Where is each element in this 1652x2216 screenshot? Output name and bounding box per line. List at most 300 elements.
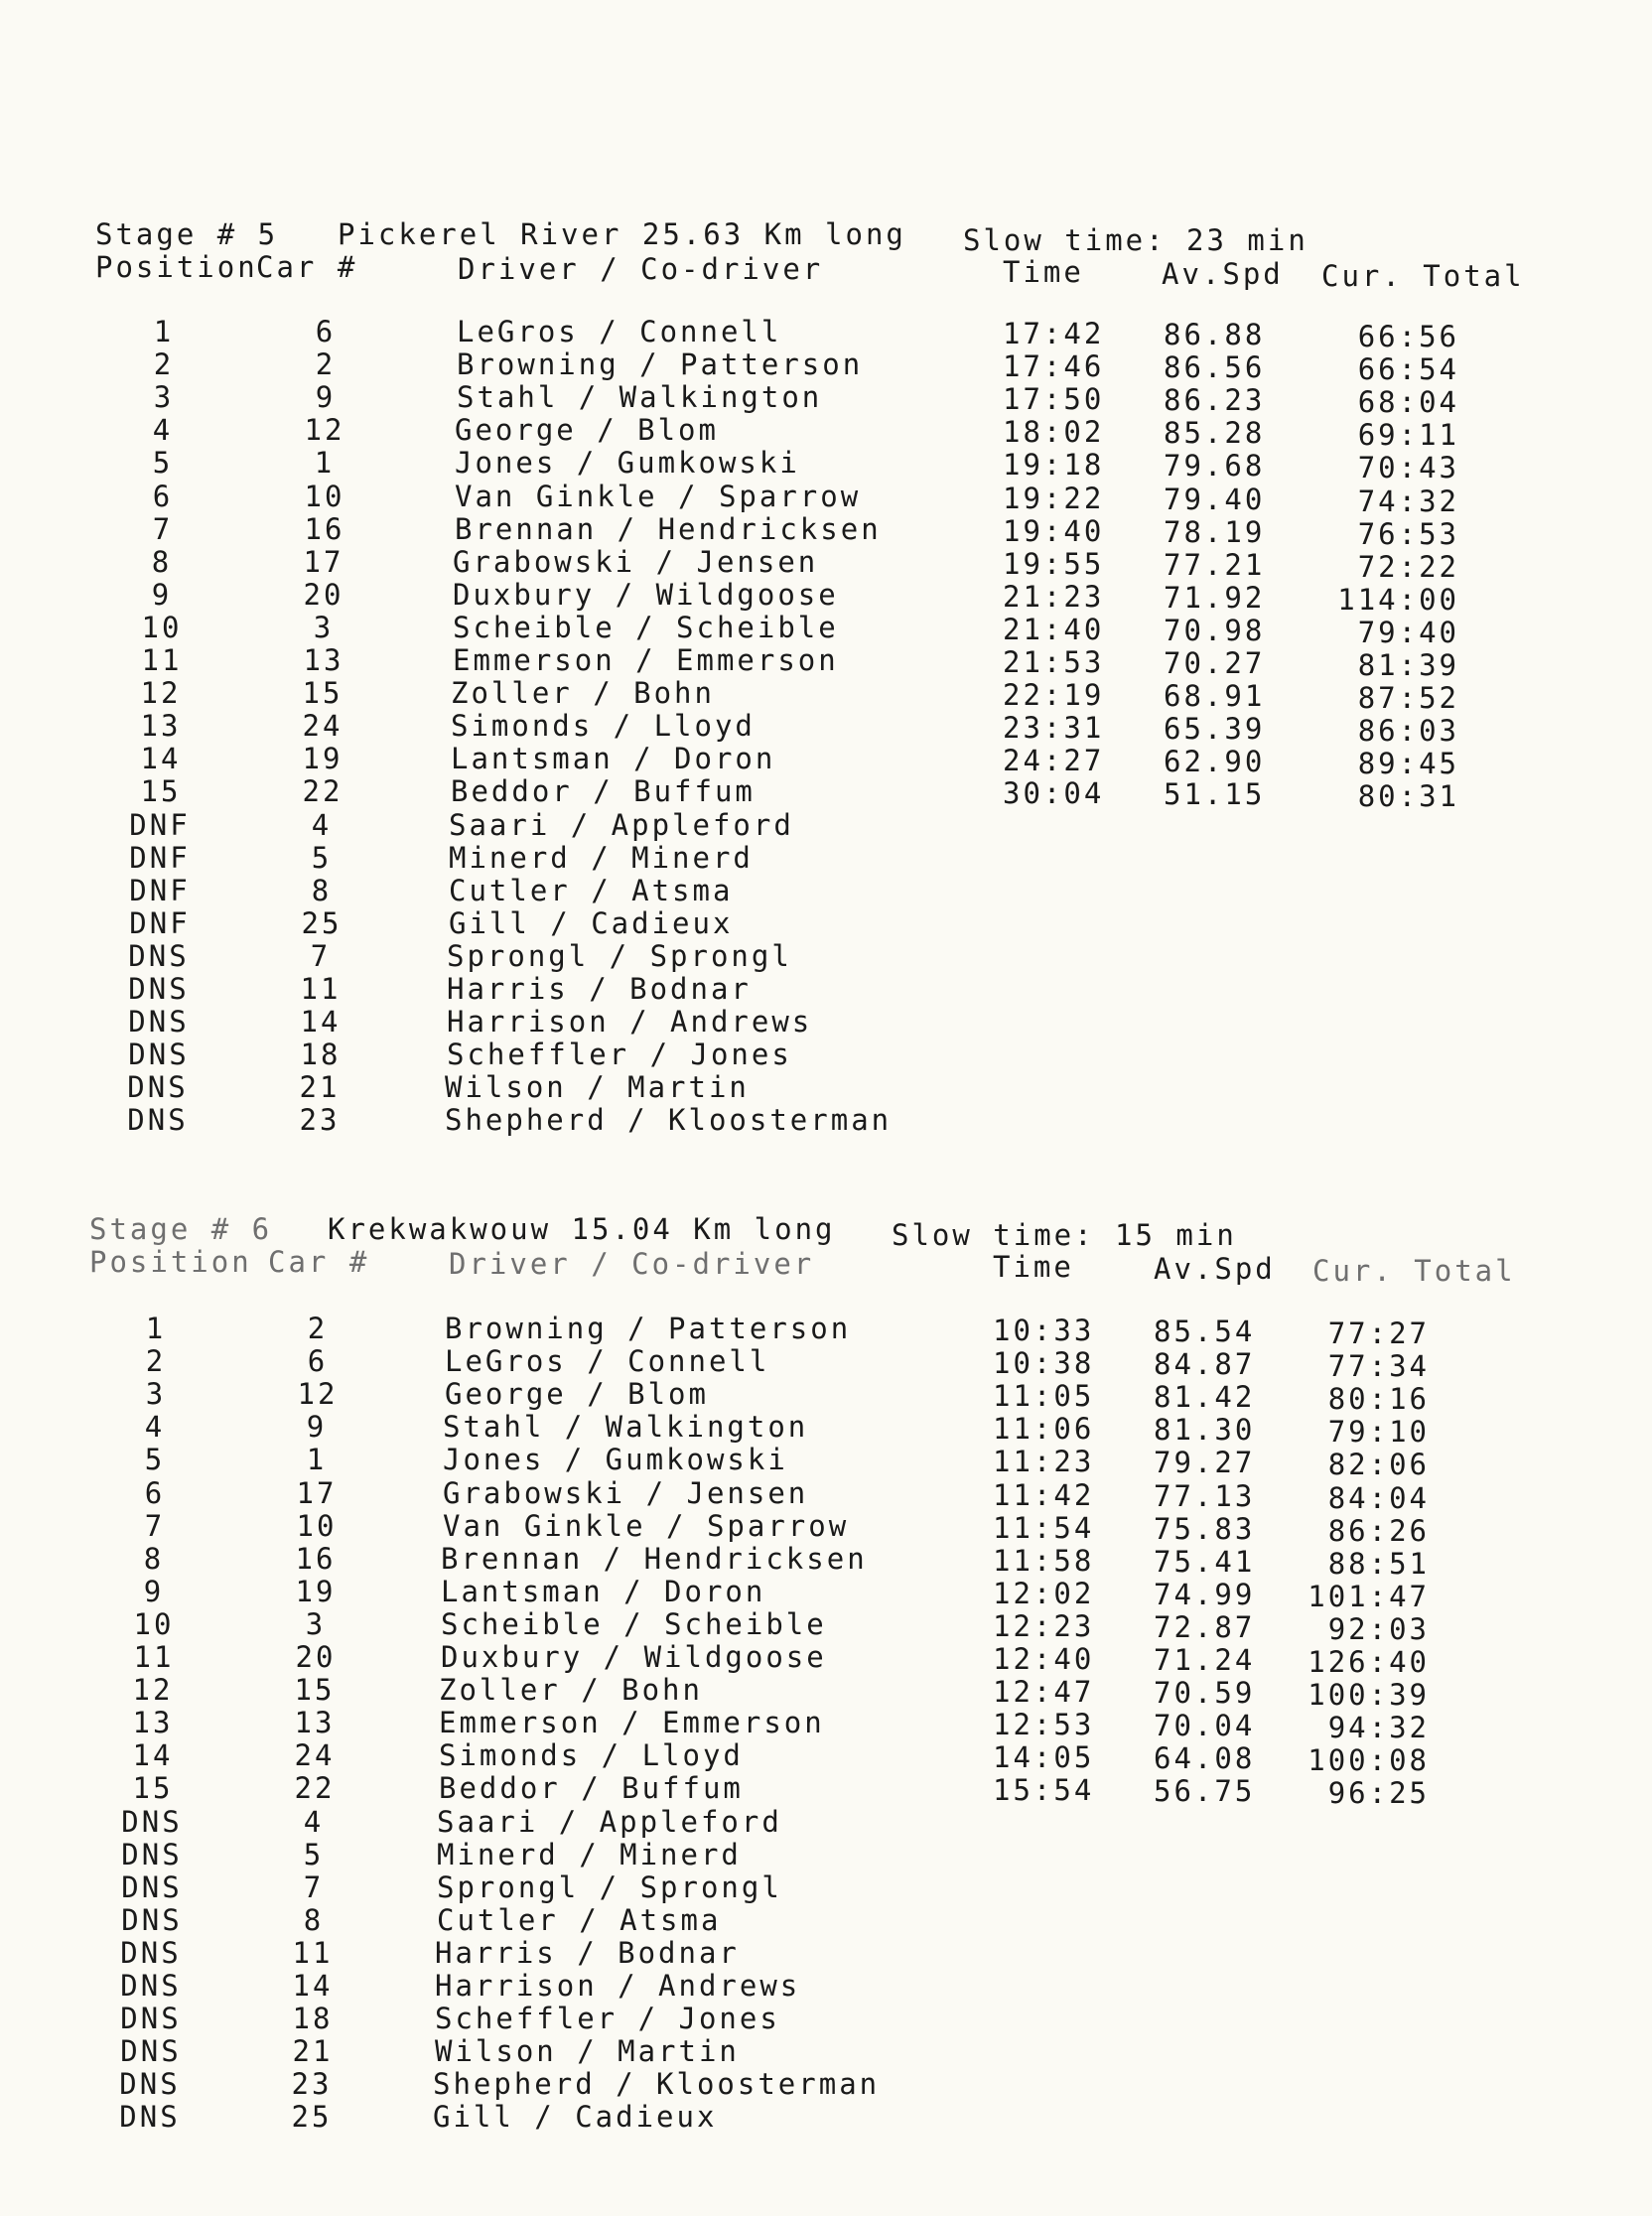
car-number-cell: 12 [297,1377,339,1412]
stage-time-cell: 19:22 [1003,481,1105,515]
position-cell: 12 [132,1673,174,1708]
table-row [0,1937,1652,1970]
car-number-cell: 5 [303,1837,325,1871]
position-cell: 4 [144,1410,166,1445]
driver-cell: Jones / Gumkowski [455,446,800,481]
car-number-cell: 7 [310,938,332,973]
car-number-cell: 10 [304,479,345,513]
table-row [0,315,1652,353]
car-number-cell: 9 [306,1410,328,1445]
average-speed-cell: 71.24 [1154,1643,1256,1677]
position-cell: 15 [140,774,182,809]
table-row [0,2003,1652,2035]
position-cell: 11 [141,643,183,677]
stage-time-cell: 23:31 [1003,711,1105,746]
average-speed-cell: 74.99 [1154,1577,1256,1611]
current-total-cell: 114:00 [1337,582,1459,617]
position-cell: 15 [132,1771,174,1806]
position-cell: DNS [120,2034,182,2069]
position-cell: 8 [143,1541,165,1576]
car-number-cell: 22 [302,774,344,809]
car-number-cell: 17 [303,544,344,579]
car-number-cell: 8 [311,873,333,907]
driver-cell: Cutler / Atsma [449,873,734,907]
driver-cell: Lantsman / Doron [451,742,776,776]
average-speed-cell: 77.13 [1154,1478,1256,1513]
current-total-cell: 79:40 [1357,615,1459,649]
current-total-cell: 100:39 [1308,1678,1430,1713]
stage-time-cell: 11:05 [993,1379,1095,1414]
driver-cell: Browning / Patterson [457,347,864,382]
stage-time-cell: 14:05 [993,1740,1095,1775]
current-total-cell: 66:54 [1357,352,1459,387]
position-cell: 2 [145,1344,167,1379]
table-row [0,1006,1652,1039]
car-number-cell: 11 [300,972,342,1006]
average-speed-cell: 79.27 [1154,1446,1256,1480]
table-row [0,610,1652,649]
table-row [0,577,1652,617]
position-cell: DNF [129,807,191,842]
car-number-cell: 21 [299,1070,341,1105]
driver-cell: Gill / Cadieux [449,905,734,940]
average-speed-cell: 70.27 [1164,646,1266,680]
car-number-cell: 14 [300,1005,342,1039]
stage-time-cell: 11:06 [993,1412,1095,1447]
table-row [0,1871,1652,1904]
driver-cell: Saari / Appleford [449,807,794,842]
current-total-cell: 74:32 [1357,484,1459,518]
position-cell: 14 [132,1738,174,1773]
table-row [0,1640,1652,1679]
current-total-cell: 86:03 [1357,714,1459,749]
header-car: Car # [268,1245,370,1279]
stage-time-cell: 11:54 [993,1510,1095,1545]
car-number-cell: 7 [303,1870,325,1904]
driver-cell: Emmerson / Emmerson [439,1706,825,1740]
table-row [0,1377,1652,1417]
position-cell: 9 [151,577,173,612]
car-number-cell: 24 [294,1738,336,1773]
average-speed-cell: 79.40 [1164,482,1266,516]
table-row [0,1806,1652,1839]
car-number-cell: 17 [296,1475,338,1510]
driver-cell: Scheible / Scheible [441,1606,827,1641]
position-cell: 3 [153,380,175,415]
car-number-cell: 6 [307,1344,329,1379]
position-cell: 8 [151,544,173,579]
average-speed-cell: 72.87 [1154,1609,1256,1644]
table-row [0,875,1652,907]
car-number-cell: 2 [307,1312,329,1345]
position-cell: 6 [144,1475,166,1510]
driver-cell: Scheffler / Jones [435,2002,780,2036]
table-row [0,742,1652,781]
driver-cell: Van Ginkle / Sparrow [455,479,862,513]
position-cell: DNS [128,938,190,973]
stage-time-cell: 17:46 [1003,349,1105,384]
current-total-cell: 87:52 [1357,681,1459,716]
header-position: Position [95,250,258,284]
car-number-cell: 15 [302,676,344,711]
driver-cell: Brennan / Hendricksen [441,1541,868,1576]
position-cell: 1 [145,1312,167,1345]
current-total-cell: 70:43 [1357,451,1459,485]
table-row [0,1071,1652,1104]
car-number-cell: 12 [304,413,345,448]
stage-time-cell: 15:54 [993,1773,1095,1808]
driver-cell: Harris / Bodnar [435,1935,740,1970]
car-number-cell: 13 [294,1706,336,1740]
table-row [0,1541,1652,1581]
stage-time-cell: 12:47 [993,1675,1095,1710]
table-row [0,347,1652,387]
driver-cell: Emmerson / Emmerson [453,643,839,677]
header-time: Time [993,1250,1074,1284]
car-number-cell: 19 [295,1574,337,1608]
car-number-cell: 3 [313,610,335,644]
slow-time: Slow time: 15 min [892,1218,1237,1252]
average-speed-cell: 51.15 [1164,777,1266,812]
current-total-cell: 126:40 [1308,1645,1430,1679]
stage-time-cell: 11:42 [993,1477,1095,1512]
position-cell: 13 [132,1706,174,1740]
driver-cell: Simonds / Lloyd [451,709,756,744]
table-row [0,380,1652,420]
position-cell: DNF [129,905,191,940]
stage-time-cell: 19:40 [1003,513,1105,548]
average-speed-cell: 85.54 [1154,1315,1256,1348]
position-cell: 9 [143,1574,165,1608]
average-speed-cell: 85.28 [1164,416,1266,451]
table-row [0,446,1652,485]
driver-cell: Stahl / Walkington [443,1410,809,1445]
driver-cell: Sprongl / Sprongl [447,938,792,973]
average-speed-cell: 84.87 [1154,1347,1256,1382]
table-row [0,544,1652,584]
table-row [0,809,1652,842]
car-number-cell: 2 [315,347,337,382]
position-cell: 3 [145,1377,167,1412]
driver-cell: Duxbury / Wildgoose [441,1640,827,1674]
car-number-cell: 5 [311,840,333,875]
header-driver: Driver / Co-driver [449,1247,815,1281]
table-row [0,1312,1652,1350]
slow-time: Slow time: 23 min [963,223,1308,257]
table-row [0,1039,1652,1071]
driver-cell: Shepherd / Kloosterman [433,2067,881,2102]
average-speed-cell: 86.56 [1164,350,1266,385]
stage-time-cell: 21:40 [1003,612,1105,646]
driver-cell: Wilson / Martin [435,2034,740,2069]
driver-cell: Minerd / Minerd [437,1837,742,1871]
table-row [0,1410,1652,1450]
position-cell: 10 [133,1606,175,1641]
table-row [0,1475,1652,1515]
driver-cell: Scheffler / Jones [447,1038,792,1072]
table-row [0,1738,1652,1778]
position-cell: DNS [120,1969,182,2003]
driver-cell: Beddor / Buffum [439,1771,744,1806]
table-row [0,479,1652,518]
table-row [0,774,1652,814]
table-row [0,973,1652,1006]
table-row [0,1606,1652,1646]
current-total-cell: 66:56 [1357,320,1459,353]
table-row [0,511,1652,551]
average-speed-cell: 75.83 [1154,1511,1256,1546]
position-cell: 14 [140,742,182,776]
car-number-cell: 22 [294,1771,336,1806]
driver-cell: Brennan / Hendricksen [455,511,882,546]
average-speed-cell: 71.92 [1164,580,1266,615]
car-number-cell: 24 [302,709,344,744]
table-row [0,1443,1652,1482]
position-cell: DNS [128,1005,190,1039]
position-cell: 2 [153,347,175,382]
driver-cell: Saari / Appleford [437,1804,782,1839]
average-speed-cell: 68.91 [1164,679,1266,714]
driver-cell: Cutler / Atsma [437,1902,722,1937]
stage-time-cell: 11:58 [993,1543,1095,1578]
average-speed-cell: 64.08 [1154,1741,1256,1776]
current-total-cell: 100:08 [1308,1743,1430,1778]
current-total-cell: 80:16 [1327,1382,1430,1417]
header-avspd: Av.Spd [1154,1252,1276,1286]
average-speed-cell: 86.88 [1164,318,1266,351]
stage-time-cell: 30:04 [1003,776,1105,811]
stage-time-cell: 21:53 [1003,645,1105,679]
position-cell: DNS [121,1870,183,1904]
driver-cell: Sprongl / Sprongl [437,1870,782,1904]
driver-cell: Harrison / Andrews [447,1005,813,1039]
table-row [0,1508,1652,1548]
average-speed-cell: 79.68 [1164,449,1266,484]
position-cell: DNS [120,2002,182,2036]
driver-cell: Shepherd / Kloosterman [445,1103,893,1138]
car-number-cell: 25 [301,905,343,940]
car-number-cell: 10 [296,1508,338,1543]
driver-cell: Van Ginkle / Sparrow [443,1508,850,1543]
car-number-cell: 13 [303,643,344,677]
car-number-cell: 4 [311,807,333,842]
driver-cell: Zoller / Bohn [451,676,715,711]
position-cell: DNS [121,1804,183,1839]
table-row [0,643,1652,682]
header-position: Position [89,1245,252,1279]
driver-cell: Grabowski / Jensen [453,544,819,579]
position-cell: DNS [121,1837,183,1871]
stage-location: Krekwakwouw 15.04 Km long [328,1212,836,1246]
average-speed-cell: 81.42 [1154,1380,1256,1415]
average-speed-cell: 70.98 [1164,613,1266,647]
position-cell: 6 [152,479,174,513]
driver-cell: Simonds / Lloyd [439,1738,744,1773]
current-total-cell: 79:10 [1327,1415,1430,1450]
driver-cell: Grabowski / Jensen [443,1475,809,1510]
position-cell: DNF [129,873,191,907]
table-row [0,1673,1652,1713]
stage-time-cell: 10:38 [993,1346,1095,1381]
driver-cell: Wilson / Martin [445,1070,750,1105]
table-row [0,2035,1652,2068]
stage-time-cell: 12:02 [993,1576,1095,1610]
table-row [0,1574,1652,1613]
driver-cell: LeGros / Connell [445,1344,770,1379]
header-total: Cur. Total [1312,1254,1516,1288]
current-total-cell: 88:51 [1327,1546,1430,1581]
driver-cell: Scheible / Scheible [453,610,839,644]
average-speed-cell: 77.21 [1164,547,1266,582]
average-speed-cell: 65.39 [1164,712,1266,747]
table-row [0,1104,1652,1137]
position-cell: DNS [128,1038,190,1072]
current-total-cell: 89:45 [1357,747,1459,781]
table-row [0,1904,1652,1937]
driver-cell: Minerd / Minerd [449,840,754,875]
current-total-cell: 80:31 [1357,779,1459,814]
car-number-cell: 8 [303,1902,325,1937]
current-total-cell: 96:25 [1327,1776,1430,1811]
current-total-cell: 72:22 [1357,549,1459,584]
car-number-cell: 18 [300,1038,342,1072]
average-speed-cell: 78.19 [1164,514,1266,549]
stage-time-cell: 17:50 [1003,382,1105,417]
current-total-cell: 101:47 [1308,1579,1430,1613]
stage-time-cell: 21:23 [1003,579,1105,614]
table-row [0,1771,1652,1811]
car-number-cell: 11 [292,1935,334,1970]
car-number-cell: 21 [292,2034,334,2069]
stage-time-cell: 24:27 [1003,744,1105,778]
position-cell: 4 [152,413,174,448]
current-total-cell: 77:34 [1327,1349,1430,1384]
stage-time-cell: 12:40 [993,1642,1095,1676]
stage-location: Pickerel River 25.63 Km long [338,217,906,251]
position-cell: 5 [144,1443,166,1477]
table-row [0,842,1652,875]
average-speed-cell: 62.90 [1164,745,1266,779]
driver-cell: Lantsman / Doron [441,1574,766,1608]
position-cell: DNS [127,1103,189,1138]
position-cell: 5 [152,446,174,481]
car-number-cell: 1 [306,1443,328,1477]
driver-cell: Beddor / Buffum [451,774,756,809]
position-cell: 1 [153,315,175,348]
position-cell: 11 [133,1640,175,1674]
average-speed-cell: 70.59 [1154,1676,1256,1711]
car-number-cell: 23 [291,2067,333,2102]
header-car: Car # [256,250,358,284]
table-row [0,709,1652,749]
car-number-cell: 9 [315,380,337,415]
stage-time-cell: 17:42 [1003,317,1105,350]
table-row [0,676,1652,716]
current-total-cell: 77:27 [1327,1316,1430,1350]
stage-time-cell: 12:53 [993,1708,1095,1742]
driver-cell: LeGros / Connell [457,315,782,348]
driver-cell: Harris / Bodnar [447,972,752,1006]
car-number-cell: 16 [304,511,345,546]
driver-cell: Duxbury / Wildgoose [453,577,839,612]
car-number-cell: 3 [305,1606,327,1641]
current-total-cell: 92:03 [1327,1611,1430,1646]
table-row [0,907,1652,940]
header-driver: Driver / Co-driver [458,252,824,286]
average-speed-cell: 86.23 [1164,383,1266,418]
table-row [0,2101,1652,2134]
car-number-cell: 18 [292,2002,334,2036]
driver-cell: George / Blom [455,413,719,448]
stage-time-cell: 19:55 [1003,546,1105,581]
position-cell: DNS [128,972,190,1006]
stage-time-cell: 11:23 [993,1445,1095,1479]
position-cell: DNS [120,1935,182,1970]
car-number-cell: 6 [315,315,337,348]
current-total-cell: 94:32 [1327,1711,1430,1745]
header-time: Time [1003,255,1084,289]
position-cell: DNS [119,2067,181,2102]
stage-time-cell: 22:19 [1003,678,1105,713]
position-cell: 13 [140,709,182,744]
table-row [0,413,1652,453]
car-number-cell: 23 [299,1103,341,1138]
position-cell: 7 [144,1508,166,1543]
car-number-cell: 16 [295,1541,337,1576]
position-cell: DNS [127,1070,189,1105]
car-number-cell: 4 [303,1804,325,1839]
current-total-cell: 86:26 [1327,1513,1430,1548]
stage-title: Stage # 5 [95,217,279,251]
position-cell: 10 [141,610,183,644]
table-row [0,2068,1652,2101]
car-number-cell: 19 [302,742,344,776]
driver-cell: Gill / Cadieux [433,2100,718,2135]
car-number-cell: 1 [314,446,336,481]
stage-title: Stage # 6 [89,1212,273,1246]
table-row [0,1344,1652,1384]
current-total-cell: 81:39 [1357,648,1459,682]
car-number-cell: 14 [292,1969,334,2003]
table-row [0,1706,1652,1745]
stage-time-cell: 19:18 [1003,448,1105,483]
current-total-cell: 84:04 [1327,1480,1430,1515]
current-total-cell: 76:53 [1357,516,1459,551]
average-speed-cell: 56.75 [1154,1774,1256,1809]
current-total-cell: 68:04 [1357,385,1459,420]
table-row [0,940,1652,973]
driver-cell: Zoller / Bohn [439,1673,703,1708]
driver-cell: Browning / Patterson [445,1312,852,1345]
table-row [0,1839,1652,1871]
average-speed-cell: 75.41 [1154,1544,1256,1579]
driver-cell: Harrison / Andrews [435,1969,801,2003]
current-total-cell: 69:11 [1357,418,1459,453]
current-total-cell: 82:06 [1327,1448,1430,1482]
average-speed-cell: 81.30 [1154,1413,1256,1448]
stage-time-cell: 18:02 [1003,415,1105,450]
car-number-cell: 25 [291,2100,333,2135]
header-avspd: Av.Spd [1162,257,1284,291]
stage-time-cell: 10:33 [993,1314,1095,1347]
stage-time-cell: 12:23 [993,1608,1095,1643]
header-total: Cur. Total [1321,259,1525,293]
position-cell: DNS [119,2100,181,2135]
car-number-cell: 20 [295,1640,337,1674]
position-cell: 7 [152,511,174,546]
driver-cell: Jones / Gumkowski [443,1443,788,1477]
driver-cell: Stahl / Walkington [457,380,823,415]
